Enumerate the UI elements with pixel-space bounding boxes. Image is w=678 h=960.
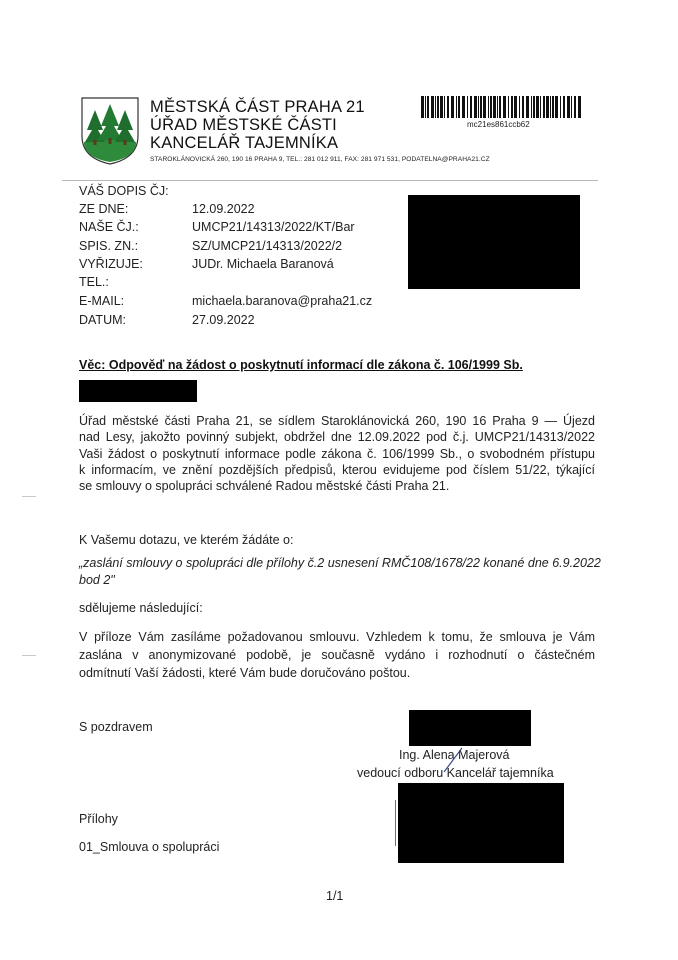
barcode-bar — [435, 96, 436, 118]
your-letter-label: VÁŠ DOPIS ČJ: — [79, 184, 169, 198]
handled-by-value: JUDr. Michaela Baranová — [192, 257, 334, 271]
barcode-bar — [425, 96, 426, 118]
org-name-line1: MĚSTSKÁ ČÁST PRAHA 21 — [150, 98, 365, 116]
barcode-bar — [555, 96, 558, 118]
signature-stroke — [440, 744, 470, 774]
page-number: 1/1 — [326, 889, 344, 903]
paragraph-line: se smlouvy o spolupráci schválené Radou městské části Praha 21. — [79, 479, 450, 494]
file-number-value: SZ/UMCP21/14313/2022/2 — [192, 239, 343, 253]
barcode-bar — [531, 96, 532, 118]
barcode-bar — [431, 96, 434, 118]
email-label: E-MAIL: — [79, 294, 125, 308]
paragraph-line: zaslána v anonymizované podobě, je současně vydáno i rozhodnutí o částečném — [79, 648, 595, 662]
barcode-bar — [444, 96, 445, 118]
barcode-bar — [540, 96, 541, 118]
barcode-bar — [503, 96, 506, 118]
barcode-bar — [440, 96, 443, 118]
body-paragraph-2 — [79, 628, 595, 682]
barcode-bar — [474, 96, 477, 118]
barcode-bar — [522, 96, 524, 118]
barcode-bar — [458, 96, 460, 118]
barcode — [421, 96, 584, 118]
our-ref-label: NAŠE ČJ.: — [79, 220, 139, 234]
phone-label: TEL.: — [79, 275, 109, 289]
barcode-bar — [447, 96, 449, 118]
paragraph-line: k informacím, ve znění pozdějších předpisů, kterou evidujeme pod číslem 51/22, týkající — [79, 462, 595, 477]
body-paragraph-1 — [79, 413, 595, 494]
org-name-line3: KANCELÁŘ TAJEMNÍKA — [150, 134, 339, 152]
signer-title: vedoucí odboru Kancelář tajemníka — [357, 766, 554, 780]
file-number-label: SPIS. ZN.: — [79, 239, 139, 253]
barcode-bar — [462, 96, 465, 118]
our-ref-value: UMCP21/14313/2022/KT/Bar — [192, 220, 355, 234]
barcode-bar — [543, 96, 545, 118]
handled-by-label: VYŘIZUJE: — [79, 257, 143, 271]
barcode-bar — [499, 96, 501, 118]
paragraph-line: V příloze Vám zasíláme požadovanou smlouvu. Vzhledem k tomu, že smlouva je Vám — [79, 630, 595, 644]
redacted-salutation — [79, 380, 197, 402]
stamp-edge — [395, 800, 399, 846]
barcode-bar — [519, 96, 520, 118]
scan-mark — [22, 496, 36, 497]
letter-date-label: DATUM: — [79, 313, 126, 327]
coat-of-arms-logo — [80, 96, 140, 166]
barcode-bar — [511, 96, 513, 118]
barcode-text: mc21es861ccb62 — [467, 120, 530, 129]
barcode-bar — [497, 96, 498, 118]
barcode-bar — [526, 96, 529, 118]
barcode-bar — [488, 96, 489, 118]
scan-mark — [22, 655, 36, 656]
barcode-bar — [578, 96, 581, 118]
barcode-bar — [571, 96, 572, 118]
barcode-bar — [483, 96, 486, 118]
paragraph-line: Úřad městské části Praha 21, se sídlem Staroklánovická 260, 190 16 Praha 9 — Újezd — [79, 414, 595, 428]
barcode-bar — [563, 96, 565, 118]
greeting: S pozdravem — [79, 720, 153, 734]
barcode-bar — [560, 96, 561, 118]
barcode-bar — [467, 96, 468, 118]
request-intro: K Vašemu dotazu, ve kterém žádáte o: — [79, 533, 294, 547]
barcode-bar — [508, 96, 509, 118]
attachment-item: 01_Smlouva o spolupráci — [79, 840, 220, 854]
barcode-bar — [478, 96, 479, 118]
letter-date-value: 27.09.2022 — [192, 313, 255, 327]
barcode-bar — [536, 96, 539, 118]
barcode-bar — [480, 96, 482, 118]
redacted-stamp — [398, 783, 564, 863]
barcode-bar — [427, 96, 429, 118]
request-quote — [79, 555, 601, 589]
subject-line: Věc: Odpověď na žádost o poskytnutí informací dle zákona č. 106/1999 Sb. — [79, 358, 523, 372]
barcode-bar — [533, 96, 535, 118]
redacted-signature — [409, 710, 531, 746]
barcode-bar — [567, 96, 570, 118]
barcode-bar — [437, 96, 439, 118]
barcode-bar — [546, 96, 549, 118]
signer-name: Ing. Alena Majerová — [399, 748, 510, 762]
attachments-heading: Přílohy — [79, 812, 118, 826]
barcode-bar — [493, 96, 496, 118]
date-label: ZE DNE: — [79, 202, 129, 216]
paragraph-line: nad Lesy, jakožto povinný subjekt, obdržel dne 12.09.2022 pod č.j. UMCP21/14313/2022 — [79, 430, 595, 445]
quote-line: „zaslání smlouvy o spolupráci dle přílohy č.2 usnesení RMČ108/1678/22 konané dne 6.9.2022 — [79, 556, 601, 570]
redacted-recipient-address — [408, 195, 580, 289]
barcode-bar — [550, 96, 551, 118]
barcode-bar — [552, 96, 554, 118]
paragraph-line: Vaši žádost o poskytnutí informace podle zákona č. 106/1999 Sb., o svobodném přístupu — [79, 446, 595, 461]
we-inform-line: sdělujeme následující: — [79, 601, 203, 615]
header-divider — [62, 180, 598, 181]
barcode-bar — [421, 96, 424, 118]
quote-line: bod 2" — [79, 573, 115, 587]
barcode-bar — [490, 96, 492, 118]
date-value: 12.09.2022 — [192, 202, 255, 216]
email-value: michaela.baranova@praha21.cz — [192, 294, 373, 308]
barcode-bar — [514, 96, 517, 118]
paragraph-line: odmítnutí Vaší žádosti, které Vám bude doručováno poštou. — [79, 666, 411, 680]
barcode-bar — [456, 96, 457, 118]
org-address: STAROKLÁNOVICKÁ 260, 190 16 PRAHA 9, TEL.: 281 012 911, FAX: 281 971 531, PODATELNA@PRAHA21.CZ — [150, 156, 490, 163]
barcode-bar — [574, 96, 576, 118]
barcode-bar — [470, 96, 472, 118]
org-name-line2: ÚŘAD MĚSTSKÉ ČÁSTI — [150, 116, 337, 134]
barcode-bar — [451, 96, 454, 118]
